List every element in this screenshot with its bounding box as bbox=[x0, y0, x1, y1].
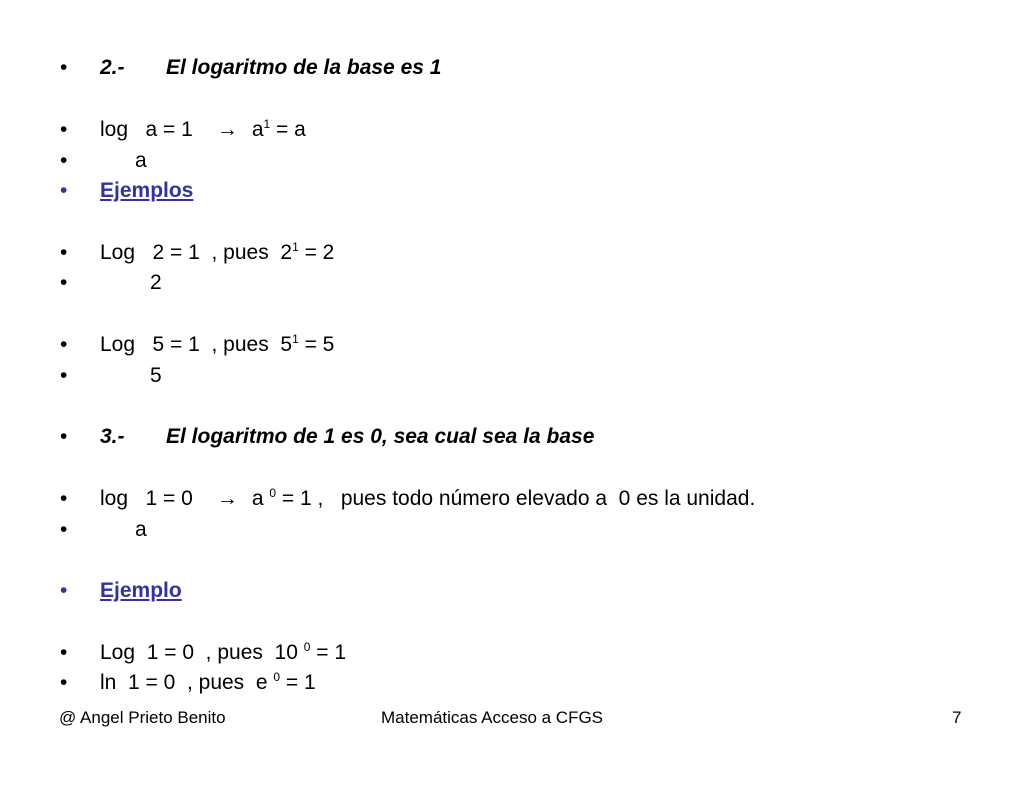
arrow-icon: → bbox=[216, 118, 238, 141]
log-base-subscript: a bbox=[135, 149, 147, 172]
example-result: = 2 bbox=[298, 241, 335, 264]
bullet: • bbox=[60, 364, 68, 387]
footer-course: Matemáticas Acceso a CFGS bbox=[381, 708, 604, 727]
bullet: • bbox=[60, 271, 68, 294]
footer-author: @ Angel Prieto Benito bbox=[59, 708, 226, 727]
example-text: ln 1 = 0 , pues e bbox=[100, 671, 274, 694]
footer-page-number: 7 bbox=[952, 708, 962, 727]
rule-base: a bbox=[251, 487, 270, 510]
examples-label: Ejemplos bbox=[100, 179, 194, 202]
section-3-heading bbox=[0, 422, 1024, 452]
example-text: Log 1 = 0 , pues 10 bbox=[100, 641, 304, 664]
bullet: • bbox=[60, 518, 68, 541]
section-3-title: El logaritmo de 1 es 0, sea cual sea la base bbox=[166, 425, 595, 448]
section-3-rule-subscript bbox=[0, 515, 1024, 545]
rule-result: = a bbox=[270, 118, 306, 141]
bullet: • bbox=[60, 671, 68, 694]
section-3-number: 3.- bbox=[100, 425, 125, 448]
bullet: • bbox=[60, 149, 68, 172]
bullet: • bbox=[60, 118, 68, 141]
example-log2 bbox=[0, 238, 1024, 268]
bullet: • bbox=[60, 641, 68, 664]
bullet: • bbox=[60, 179, 68, 202]
example-log1 bbox=[0, 638, 1024, 668]
section-2-heading bbox=[0, 53, 1024, 83]
section-2-title: El logaritmo de la base es 1 bbox=[166, 56, 442, 79]
bullet: • bbox=[60, 487, 68, 510]
bullet: • bbox=[60, 241, 68, 264]
example-heading bbox=[0, 576, 1024, 606]
example-log5-subscript bbox=[0, 361, 1024, 391]
example-result: = 1 bbox=[310, 641, 347, 664]
bullet: • bbox=[60, 579, 68, 602]
bullet: • bbox=[60, 333, 68, 356]
section-2-rule-subscript bbox=[0, 146, 1024, 176]
bullet: • bbox=[60, 56, 68, 79]
example-result: = 1 bbox=[280, 671, 316, 694]
example-text: Log 2 = 1 , pues 2 bbox=[100, 241, 293, 264]
rule-left: log a = 1 bbox=[100, 118, 193, 141]
example-exponent: 0 bbox=[273, 670, 281, 684]
example-ln1 bbox=[0, 668, 1024, 698]
bullet: • bbox=[60, 425, 68, 448]
example-exponent: 1 bbox=[292, 332, 299, 346]
example-label: Ejemplo bbox=[100, 579, 182, 602]
log-base-subscript: 5 bbox=[150, 364, 162, 387]
rule-base: a bbox=[251, 118, 264, 141]
example-exponent: 1 bbox=[292, 240, 299, 254]
example-result: = 5 bbox=[298, 333, 335, 356]
rule-left: log 1 = 0 bbox=[100, 487, 193, 510]
rule-exponent: 1 bbox=[263, 117, 271, 131]
examples-heading bbox=[0, 176, 1024, 206]
log-base-subscript: a bbox=[135, 518, 147, 541]
rule-exponent: 0 bbox=[269, 486, 277, 500]
example-log2-subscript bbox=[0, 268, 1024, 298]
section-2-number: 2.- bbox=[100, 56, 125, 79]
log-base-subscript: 2 bbox=[150, 271, 162, 294]
example-log5 bbox=[0, 330, 1024, 360]
section-3-rule bbox=[0, 484, 1024, 514]
example-exponent: 0 bbox=[303, 640, 311, 654]
rule-result: = 1 , pues todo número elevado a 0 es la unidad. bbox=[276, 487, 756, 510]
example-text: Log 5 = 1 , pues 5 bbox=[100, 333, 293, 356]
section-2-rule bbox=[0, 115, 1024, 145]
arrow-icon: → bbox=[216, 487, 238, 510]
